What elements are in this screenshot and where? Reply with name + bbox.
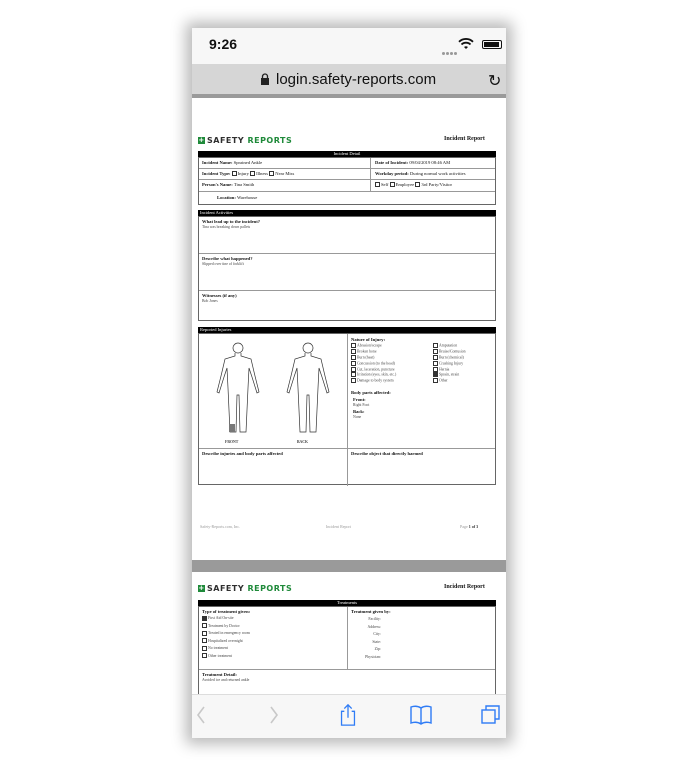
body-back-diagram [277,340,339,438]
back-title: Back: [353,409,365,414]
treatment-given-by-fields: Facility: Address: City: State: Zip: Physician: [365,617,381,659]
document-title: Incident Report [444,136,485,142]
wifi-icon [458,38,474,50]
describe-object-label: Describe object that directly harmed [351,451,423,456]
safari-toolbar [192,694,506,738]
nature-of-injury-title: Nature of Injury: [351,337,386,342]
reported-injuries-table [198,333,496,485]
treatment-detail-value: Avoided ice and returned ankle [202,678,250,682]
a-lead-up: Tina was breaking down pallets [202,225,251,229]
checkbox [269,171,274,176]
q-what-happened: Describe what happened? [202,256,253,261]
treatments-table [198,606,496,702]
treatment-type-list: First Aid On-site Treatment by Doctor Treated in emergency room Hospitalized overnight No treatment Other treatment [202,615,250,660]
tabs-icon[interactable] [480,703,502,727]
person-name-value: Tina Smith [233,182,255,187]
address-bar[interactable] [192,64,506,94]
workday-label: Workday period: [375,171,409,176]
treatments-header: Treatments [198,600,496,606]
treatment-detail-title: Treatment Detail: [202,672,237,677]
document-title-2: Incident Report [444,584,485,590]
incident-name-value: Sprained Ankle [233,160,263,165]
incident-detail-header: Incident Detail [198,151,496,157]
incident-date-label: Date of Incident: [375,160,409,165]
location-value: Warehouse [236,195,258,200]
incident-activities-header: Incident Activities [198,210,496,216]
person-name-label: Person's Name: [202,182,233,187]
battery-icon [482,40,502,49]
nature-list-2: Amputation Bruise/Contusion Burn (chemical) Crushing Injury Hernia Sprain, strain Other [433,343,466,384]
footer-left: Safety-Reports.com, Inc. [200,524,240,529]
url-text[interactable]: login.safety-reports.com [276,71,437,88]
footer-center: Incident Report [326,524,351,529]
checkbox [250,171,255,176]
bookmarks-icon[interactable] [409,703,433,727]
workday-value: During normal work activities [409,171,466,176]
checkbox-checked [232,171,237,176]
pdf-viewer[interactable] [192,94,506,694]
checkbox-checked [390,182,395,187]
location-label: Location: [217,195,236,200]
incident-name-label: Incident Name: [202,160,233,165]
reload-icon[interactable]: ↻ [488,73,502,90]
brand-logo: + SAFETY REPORTS [198,136,293,145]
checkbox [415,182,420,187]
body-front-diagram [207,340,269,438]
checkbox [375,182,380,187]
describe-injuries-label: Describe injuries and body parts affected [202,451,283,456]
plus-icon: + [198,584,205,592]
incident-date-value: 09/04/2019 08:46 AM [409,160,451,165]
brand-logo-2: + SAFETY REPORTS [198,584,293,593]
share-icon[interactable] [338,703,358,727]
reported-injuries-header: Reported Injuries [198,327,496,333]
pdf-page-2 [192,572,506,702]
front-value: Right Foot [353,403,370,407]
phone-screen [192,28,506,738]
a-what-happened: Slipped over tine of forklift [202,262,244,266]
body-parts-title: Body parts affected: [351,390,391,395]
front-label: FRONT [225,440,239,444]
lock-icon [260,73,270,85]
q-lead-up: What lead up to the incident? [202,219,261,224]
nature-list-1: Abrasion/scrape Broken bone Burn (heat) Concussion (to the head) Cut, laceration, puncture Irritation (eyes, skin, etc.) Damage to body system [351,343,396,384]
q-witnesses: Witnesses (if any) [202,293,237,298]
treatment-type-title: Type of treatment given: [202,609,251,614]
back-label: BACK [297,440,308,444]
incident-detail-table: Incident Name: Sprained Ankle Date of Incident: 09/04/2019 08:46 AM Incident Type: Injury Illness Near Miss Workday period: During normal work activities Person's Name: Tina Smith Self Employee 3rd Party/Visitor Location: Warehouse [198,157,496,205]
incident-type-label: Incident Type: [202,171,231,176]
status-bar [192,28,506,64]
front-title: Front: [353,397,366,402]
status-time: 9:26 [209,36,238,52]
footer-page: Page 1 of 3 [460,524,479,529]
plus-icon: + [198,136,205,144]
incident-activities-table [198,216,496,321]
forward-icon[interactable] [268,703,280,727]
pdf-page-1 [192,98,506,560]
a-witnesses: Bob Jones [202,299,218,303]
back-value: None [353,415,362,419]
back-icon[interactable] [195,703,207,727]
treatment-given-by-title: Treatment given by: [351,609,391,614]
